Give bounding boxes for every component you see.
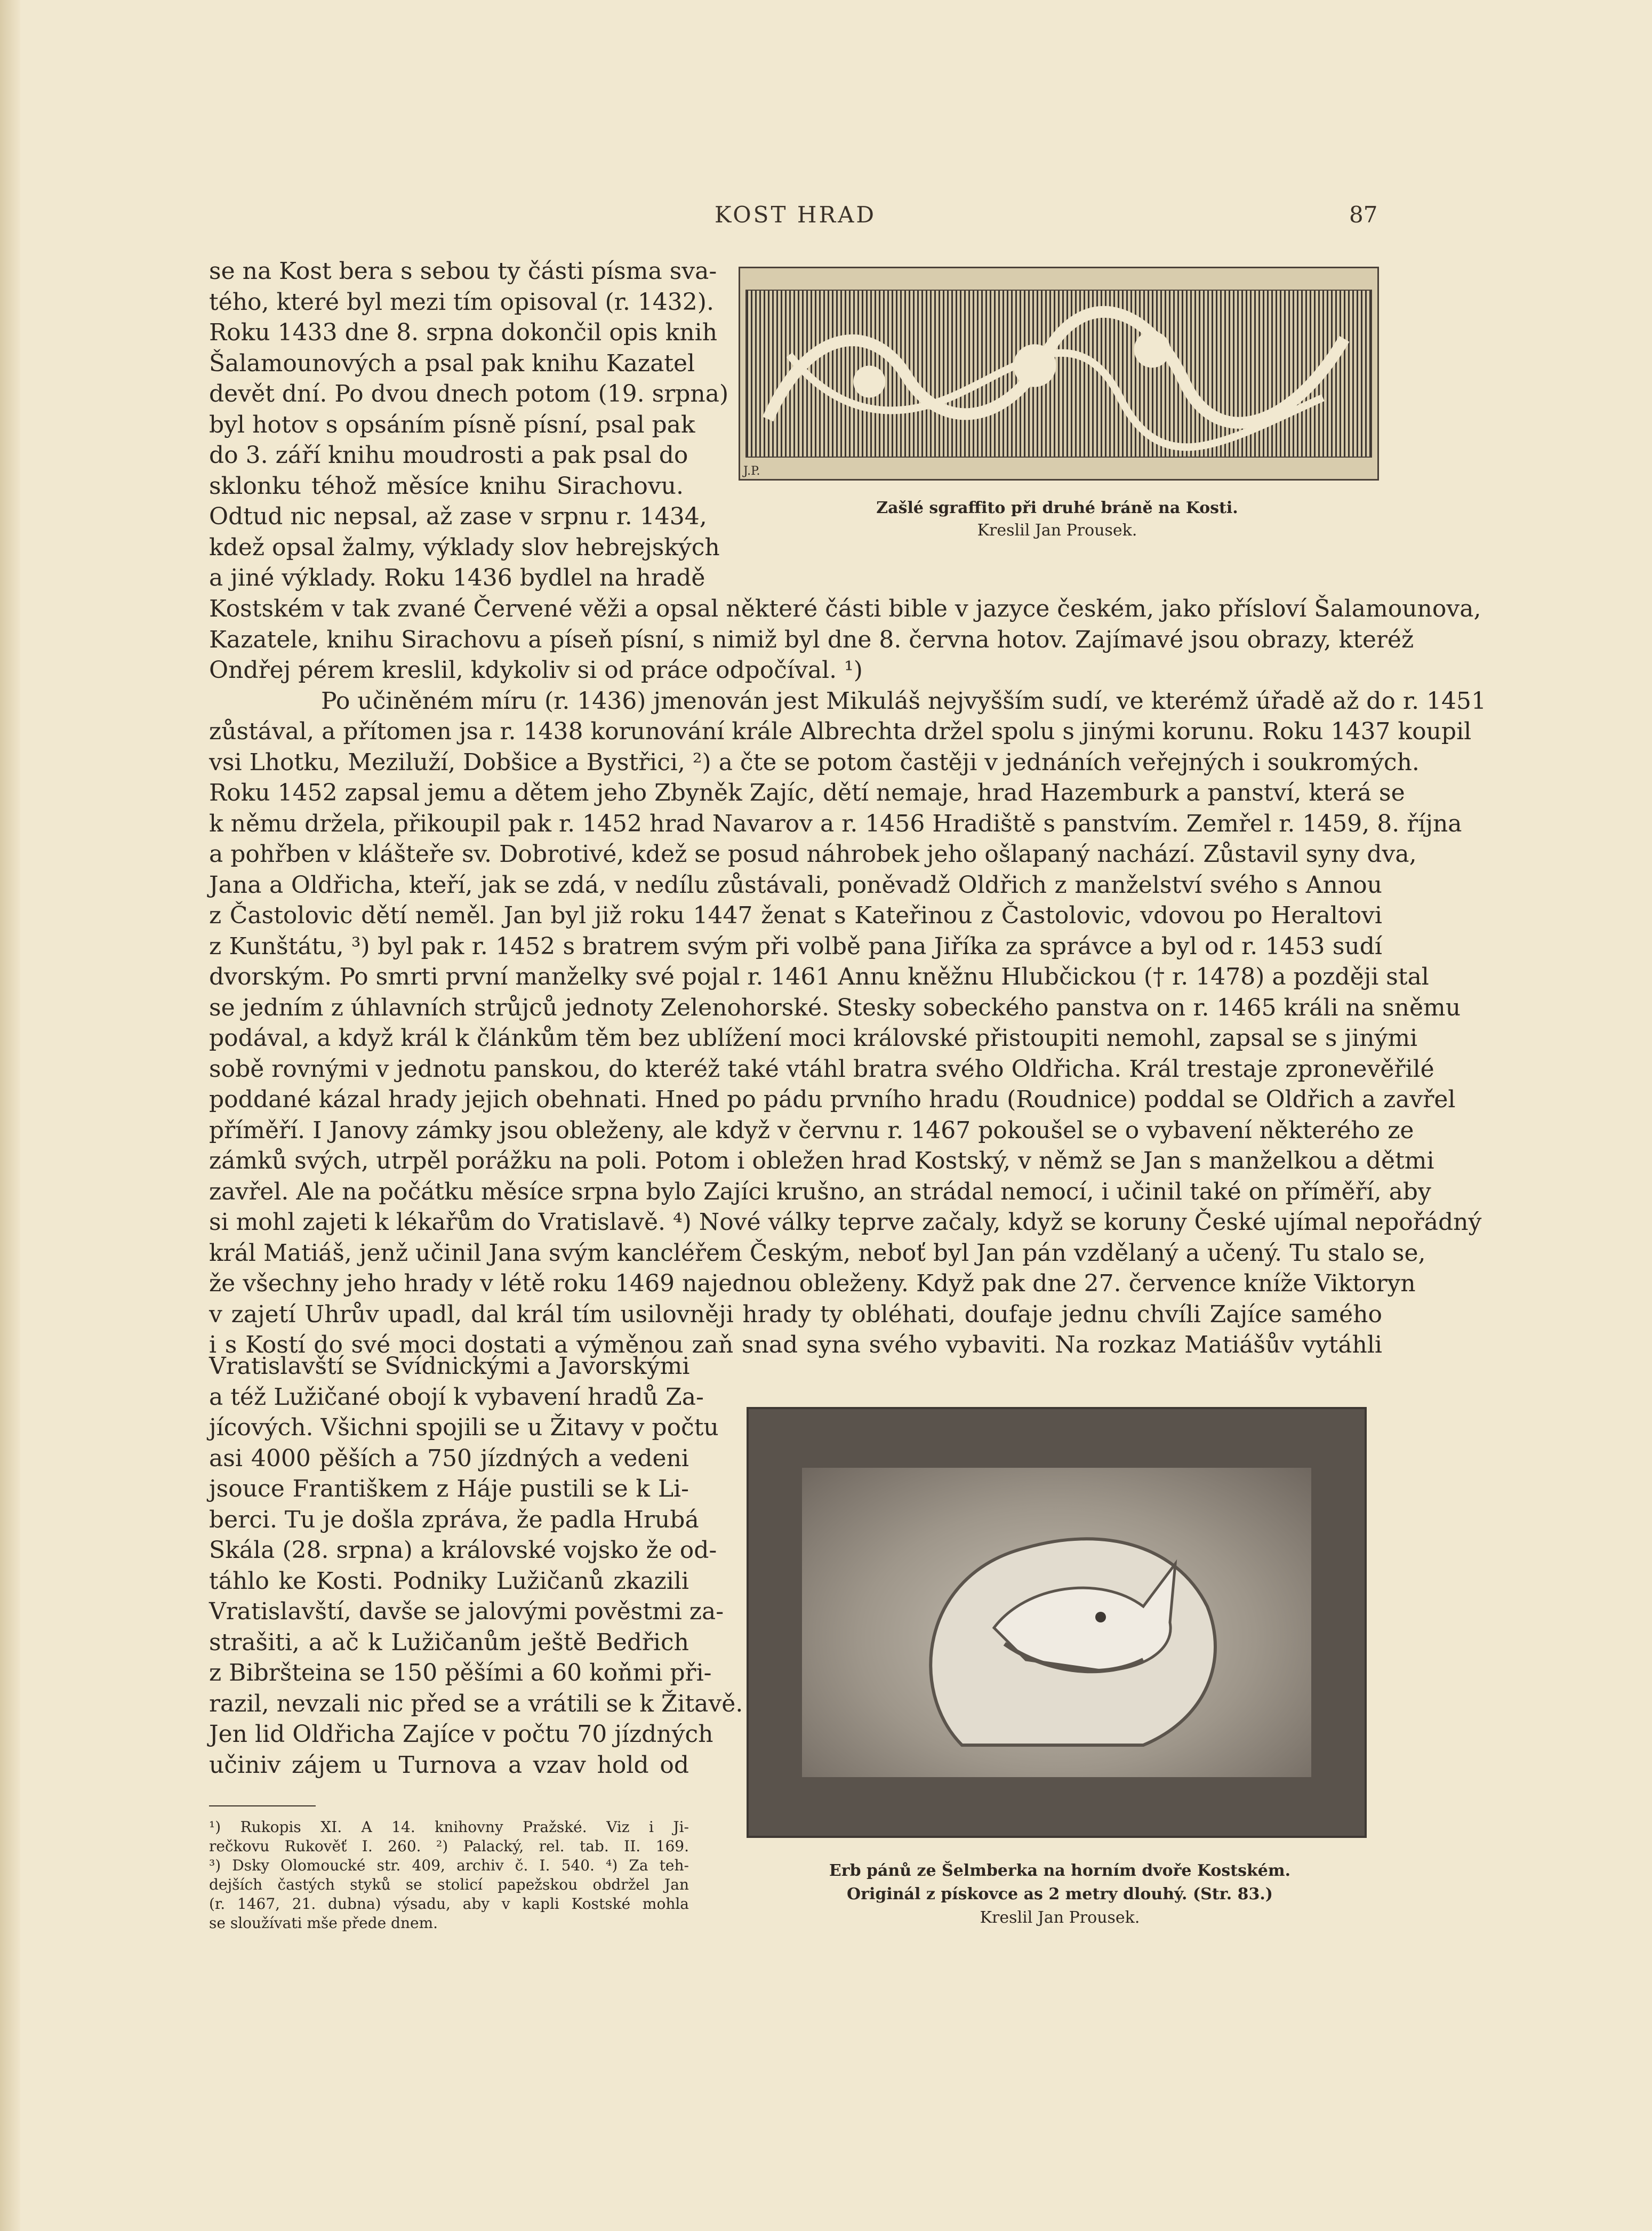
text-line: berci. Tu je došla zpráva, že padla Hrubá [209,1506,699,1533]
text-line: podával, a když král k článkům těm bez ublížení moci královské přistoupiti nemohl, zapsal se s jinými [209,1025,1418,1052]
caption-line: Kreslil Jan Prousek. [980,1908,1140,1927]
footnote-line: dejších častých styků se stolicí papežskou obdržel Jan [209,1876,689,1893]
text-line: dvorským. Po smrti první manželky své pojal r. 1461 Annu kněžnu Hlubčickou († r. 1478) a později stal [209,963,1429,990]
text-line: Roku 1452 zapsal jemu a dětem jeho Zbyněk Zajíc, dětí nemaje, hrad Hazemburk a panství, která se [209,779,1405,806]
text-line: Jen lid Oldřicha Zajíce v počtu 70 jízdných [209,1721,713,1748]
text-line: a též Lužičané obojí k vybavení hradů Za- [209,1383,704,1411]
text-line: Roku 1433 dne 8. srpna dokončil opis knih [209,319,718,346]
text-line: a jiné výklady. Roku 1436 bydlel na hradě [209,564,705,591]
ornament-drawing [747,291,1371,457]
text-line: příměří. I Janovy zámky jsou obleženy, ale když v červnu r. 1467 pokoušel se o vybavení některého ze [209,1116,1414,1144]
text-line: Vratislavští se Svídnickými a Javorskými [209,1353,690,1380]
relief-panel [802,1468,1311,1777]
text-line: asi 4000 pěších a 750 jízdných a vedeni [209,1444,689,1472]
text-line: sobě rovnými v jednotu panskou, do kteréž také vtáhl bratra svého Oldřicha. Král trestaje zpronevěřilé [209,1055,1434,1083]
text-line: Odtud nic nepsal, až zase v srpnu r. 1434, [209,503,707,530]
text-line: jícových. Všichni spojili se u Žitavy v počtu [209,1414,719,1441]
footnote-line: (r. 1467, 21. dubna) výsadu, aby v kapli Kostské mohla [209,1895,689,1913]
text-line: Šalamounových a psal pak knihu Kazatel [209,349,695,377]
text-line: jsouce Františkem z Háje pustili se k Li- [209,1475,689,1502]
text-line: že všechny jeho hrady v létě roku 1469 najednou obleženy. Když pak dne 27. července kníže Viktoryn [209,1270,1416,1297]
text-line: táhlo ke Kosti. Podniky Lužičanů zkazili [209,1567,689,1595]
text-line: sklonku téhož měsíce knihu Sirachovu. [209,472,684,500]
text-line: vsi Lhotku, Meziluží, Dobšice a Bystřici, ²) a čte se potom častěji v jednáních veřejných i soukromých. [209,748,1420,776]
text-line: byl hotov s opsáním písně písní, psal pak [209,411,695,438]
coat-of-arms-relief [747,1407,1367,1838]
text-line: zůstával, a přítomen jsa r. 1438 korunování krále Albrechta držel spolu s jinými korunu. Roku 1437 koupil [209,718,1472,745]
text-line: Skála (28. srpna) a královské vojsko že od- [209,1537,717,1564]
text-line: tého, které byl mezi tím opisoval (r. 1432). [209,288,714,316]
page-number: 87 [1349,202,1378,228]
page-gutter [0,0,20,2231]
bottom-figure-caption [741,1859,1378,1930]
text-line: i s Kostí do své moci dostati a výměnou zaň snad syna svého vybaviti. Na rozkaz Matiášův vytáhli [209,1331,1382,1358]
caption-line: Originál z pískovce as 2 metry dlouhý. (Str. 83.) [847,1885,1273,1904]
text-line: poddané kázal hrady jejich obehnati. Hned po pádu prvního hradu (Roudnice) poddal se Oldřich a zavřel [209,1086,1456,1113]
text-line: z Kunštátu, ³) byl pak r. 1452 s bratrem svým při volbě pana Jiříka za správce a byl od r. 1453 sudí [209,932,1382,960]
text-line: se jedním z úhlavních strůjců jednoty Zelenohorské. Stesky sobeckého panstva on r. 1465 králi na sněmu [209,994,1461,1021]
footnote-line: rečkovu Rukověť I. 260. ²) Palacký, rel. tab. II. 169. [209,1837,689,1855]
text-line: Vratislavští, davše se jalovými pověstmi za- [209,1598,724,1625]
artist-signature: J.P. [743,465,760,478]
text-column-full [209,594,1487,1361]
text-line: razil, nevzali nic před se a vrátili se k Žitavě. [209,1690,743,1717]
sgraffito-illustration [739,267,1379,481]
text-line: zámků svých, utrpěl porážku na poli. Potom i obležen hrad Kostský, v němž se Jan s manželkou a dětmi [209,1147,1434,1174]
text-line: se na Kost bera s sebou ty části písma sva- [209,258,717,285]
text-line: v zajetí Uhrův upadl, dal král tím usilovněji hrady ty obléhati, doufaje jednu chvíli Zajíce samého [209,1300,1382,1328]
footnote-line: ³) Dsky Olomoucké str. 409, archiv č. I. 540. ⁴) Za teh- [209,1857,689,1874]
footnotes [209,1818,689,1933]
footnote-line: ¹) Rukopis XI. A 14. knihovny Pražské. Viz i Ji- [209,1818,689,1836]
text-line: a pohřben v klášteře sv. Dobrotivé, kdež se posud náhrobek jeho ošlapaný nachází. Zůstavil syny dva, [209,841,1417,868]
text-line: učiniv zájem u Turnova a vzav hold od [209,1751,689,1779]
text-line: do 3. září knihu moudrosti a pak psal do [209,442,688,469]
text-column-top [209,256,729,594]
caption-line: Zašlé sgraffito při druhé bráně na Kosti. [876,499,1238,517]
footnote-rule [209,1805,316,1806]
sgraffito-ornament [745,290,1372,458]
text-line: strašiti, a ač k Lužičanům ještě Bedřich [209,1628,689,1656]
boar-head-drawing [802,1468,1311,1777]
text-line: si mohl zajeti k lékařům do Vratislavě. ⁴) Nové války teprve začaly, když se koruny České ujímal nepořádný [209,1209,1482,1236]
text-line: devět dní. Po dvou dnech potom (19. srpna) [209,380,729,407]
text-line: z Bibršteina se 150 pěšími a 60 koňmi při- [209,1659,712,1686]
text-line: král Matiáš, jenž učinil Jana svým kancléřem Českým, neboť byl Jan pán vzdělaný a učený. Tu stalo se, [209,1239,1426,1267]
caption-line: Kreslil Jan Prousek. [977,521,1137,540]
text-line: Jana a Oldřicha, kteří, jak se zdá, v nedílu zůstávali, poněvadž Oldřich z manželství svého s Annou [209,871,1382,899]
text-line: Po učiněném míru (r. 1436) jmenován jest Mikuláš nejvyšším sudí, ve kterémž úřadě až do r. 1451 [321,687,1487,715]
text-line: z Častolovic dětí neměl. Jan byl již roku 1447 ženat s Kateřinou z Častolovic, vdovou po Heraltovi [209,902,1382,929]
text-line: zavřel. Ale na počátku měsíce srpna bylo Zajíci krušno, an strádal nemocí, i učinil také on příměří, aby [209,1178,1431,1205]
text-column-bottom [209,1351,743,1780]
text-line: Ondřej pérem kreslil, kdykoliv si od práce odpočíval. ¹) [209,657,863,684]
text-line: Kazatele, knihu Sirachovu a píseň písní, s nimiž byl dne 8. června hotov. Zajímavé jsou obrazy, kteréž [209,626,1414,653]
footnote-line: se sloužívati mše přede dnem. [209,1914,438,1932]
text-line: kdež opsal žalmy, výklady slov hebrejských [209,533,720,561]
top-figure-caption [739,497,1376,542]
text-line: Kostském v tak zvané Červené věži a opsal některé části bible v jazyce českém, jako přísloví Šalamounova, [209,595,1481,622]
caption-line: Erb pánů ze Šelmberka na horním dvoře Kostském. [829,1861,1291,1880]
running-header: KOST HRAD [715,202,877,228]
text-line: k němu držela, přikoupil pak r. 1452 hrad Navarov a r. 1456 Hradiště s panstvím. Zemřel r. 1459, 8. října [209,810,1462,837]
